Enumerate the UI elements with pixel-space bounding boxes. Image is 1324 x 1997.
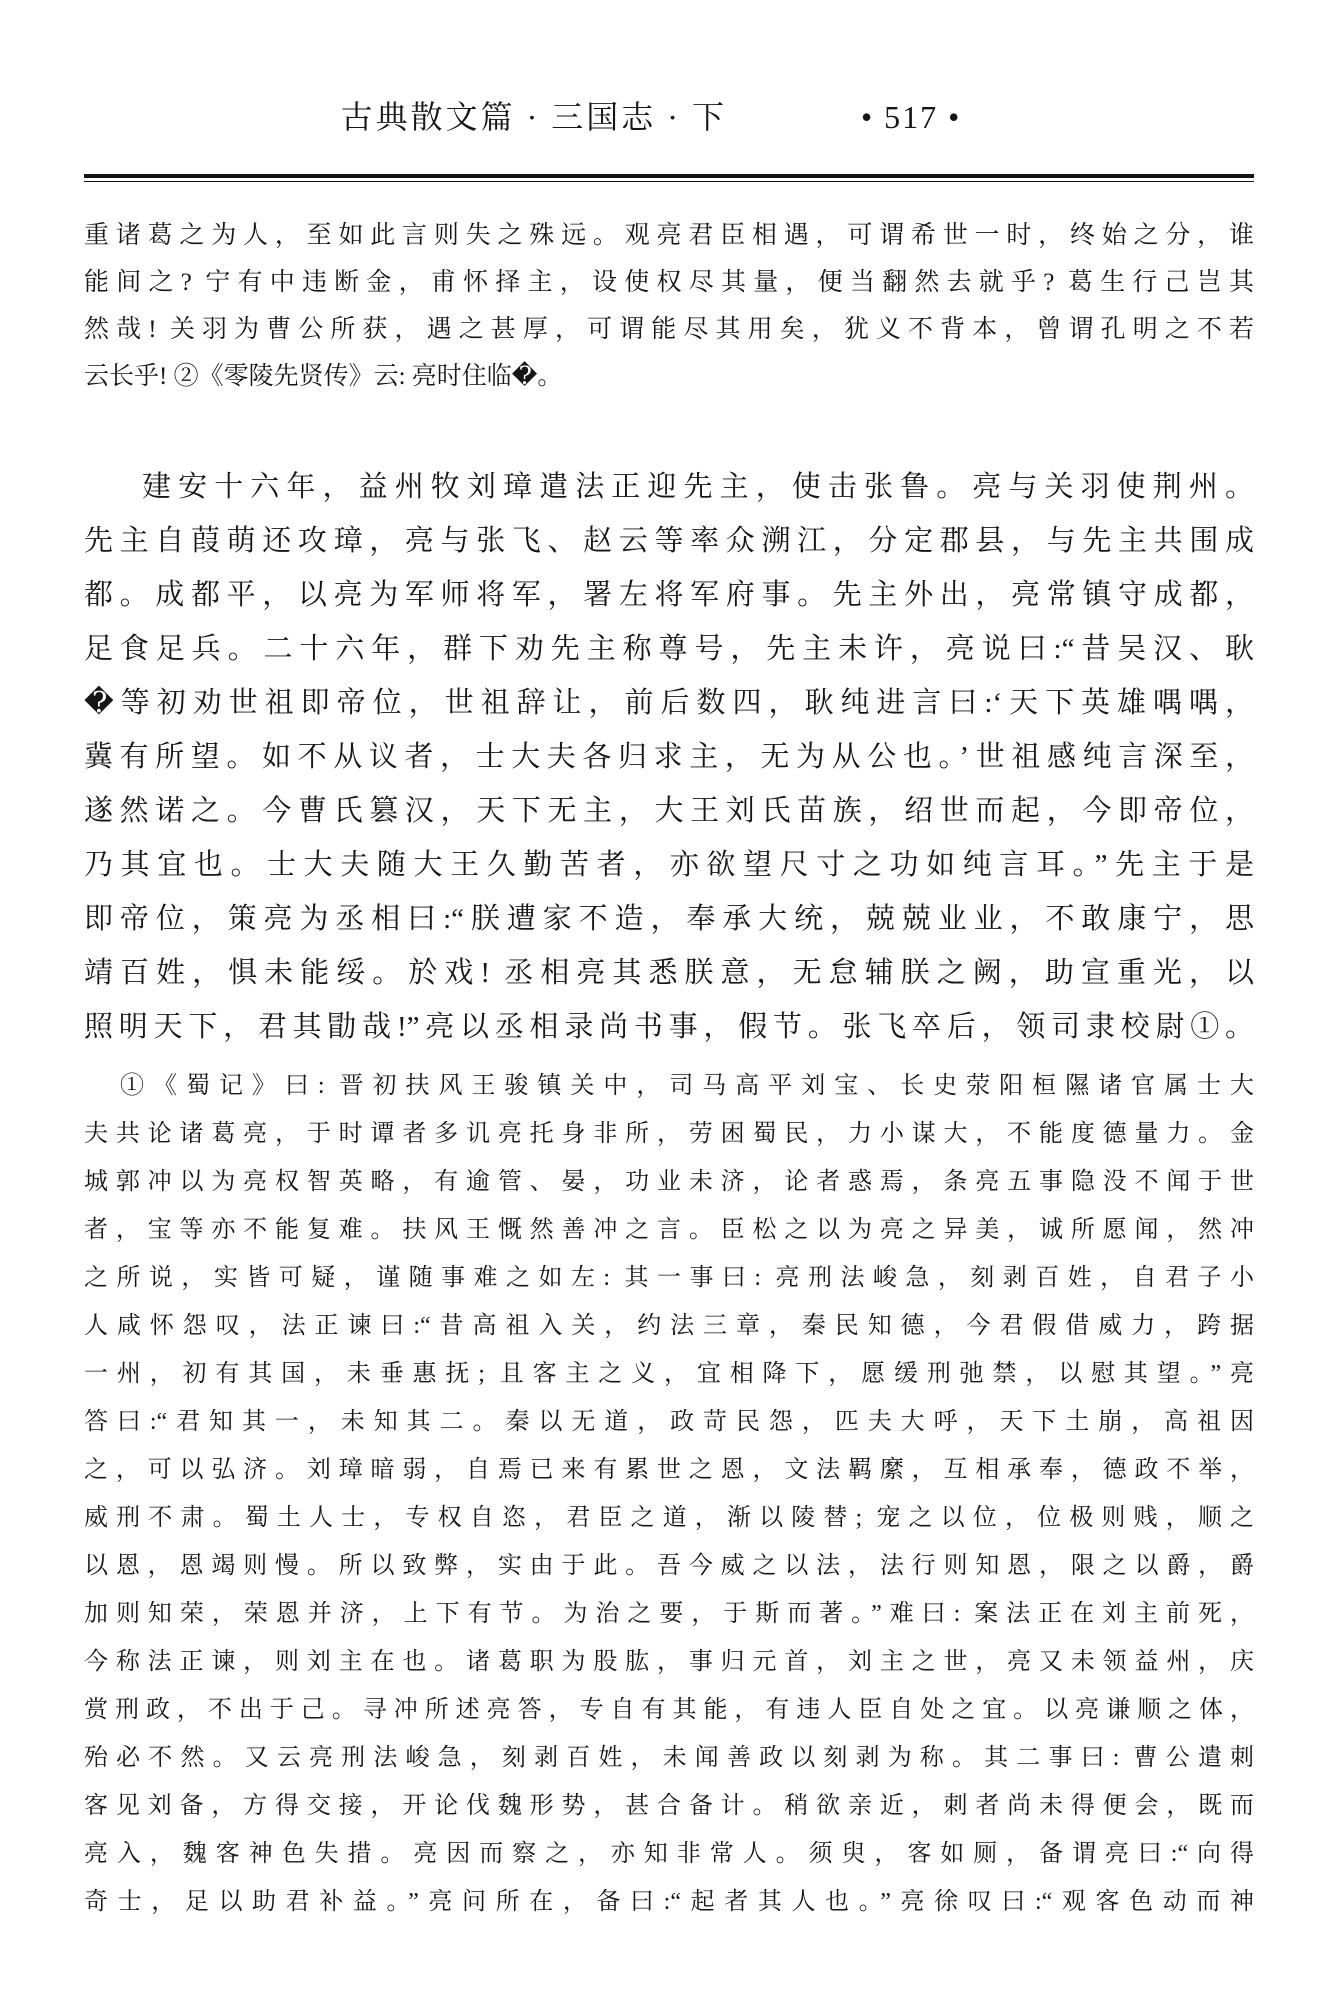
text-line: 照明天下，君其勖哉!”亮以丞相录尚书事，假节。张飞卒后，领司隶校尉①。 [84,1011,1254,1043]
page-number: • 517 • [860,99,962,135]
text-line: 之，可以弘济。刘璋暗弱，自焉已来有累世之恩，文法羁縻，互相承奉，德政不举， [84,1457,1254,1483]
text-line: ①《蜀记》曰: 晋初扶风王骏镇关中，司马高平刘宝、长史荥阳桓隰诸官属士大 [120,1073,1254,1099]
text-line: 靖百姓，惧未能绥。於戏! 丞相亮其悉朕意，无怠辅朕之阙，助宣重光，以 [84,957,1254,989]
text-line: 即帝位，策亮为丞相曰:“朕遭家不造，奉承大统，兢兢业业，不敢康宁，思 [84,903,1254,935]
text-line: 殆必不然。又云亮刑法峻急，刻剥百姓，未闻善政以刻剥为称。其二事曰: 曹公遣刺 [84,1745,1254,1771]
text-line: 云长乎! ②《零陵先贤传》云: 亮时住临�。 [84,363,563,390]
text-line: 乃其宜也。士大夫随大王久勤苦者，亦欲望尺寸之功如纯言耳。”先主于是 [84,849,1254,881]
text-line: 赏刑政，不出于己。寻冲所述亮答，专自有其能，有违人臣自处之宜。以亮谦顺之体， [84,1697,1254,1723]
text-line: 答曰:“君知其一，未知其二。秦以无道，政苛民怨，匹夫大呼，天下土崩，高祖因 [84,1409,1254,1435]
text-line: 亮入，魏客神色失措。亮因而察之，亦知非常人。须臾，客如厕，备谓亮曰:“向得 [84,1841,1254,1867]
text-line: 遂然诺之。今曹氏篡汉，天下无主，大王刘氏苗族，绍世而起，今即帝位， [84,795,1254,827]
text-line: 一州，初有其国，未垂惠抚; 且客主之义，宜相降下，愿缓刑弛禁，以慰其望。”亮 [84,1361,1254,1387]
text-line: 夫共论诸葛亮，于时谭者多讥亮托身非所，劳困蜀民，力小谋大，不能度德量力。金 [84,1121,1254,1147]
continuation-commentary-paragraph [84,212,1254,400]
text-line: 奇士，足以助君补益。”亮问所在，备曰:“起者其人也。”亮徐叹曰:“观客色动而神 [84,1889,1254,1915]
header-rule [84,174,1254,182]
main-text-paragraph [84,460,1254,1054]
text-line: 以恩，恩竭则慢。所以致弊，实由于此。吾今威之以法，法行则知恩，限之以爵，爵 [84,1553,1254,1579]
text-line: 城郭冲以为亮权智英略，有逾管、晏，功业未济，论者惑焉，条亮五事隐没不闻于世 [84,1169,1254,1195]
text-line: 建安十六年，益州牧刘璋遣法正迎先主，使击张鲁。亮与关羽使荆州。 [142,471,1254,503]
text-line: �等初劝世祖即帝位，世祖辞让，前后数四，耿纯进言曰:‘天下英雄喁喁， [84,687,1254,719]
text-line: 能间之? 宁有中违断金，甫怀择主，设使权尽其量，便当翻然去就乎? 葛生行己岂其 [84,269,1254,296]
footnote-commentary-paragraph [84,1062,1254,1926]
text-line: 威刑不肃。蜀土人士，专权自恣，君臣之道，渐以陵替; 宠之以位，位极则贱，顺之 [84,1505,1254,1531]
text-line: 者，宝等亦不能复难。扶风王慨然善冲之言。臣松之以为亮之异美，诚所愿闻，然冲 [84,1217,1254,1243]
text-line: 重诸葛之为人，至如此言则失之殊远。观亮君臣相遇，可谓希世一时，终始之分，谁 [84,222,1254,249]
text-line: 之所说，实皆可疑，谨随事难之如左: 其一事曰: 亮刑法峻急，刻剥百姓，自君子小 [84,1265,1254,1291]
header-rule-thick [84,174,1254,178]
text-line: 足食足兵。二十六年，群下劝先主称尊号，先主未许，亮说曰:“昔吴汉、耿 [84,633,1254,665]
running-head [66,92,1236,138]
text-line: 加则知荣，荣恩并济，上下有节。为治之要，于斯而著。”难曰: 案法正在刘主前死， [84,1601,1254,1627]
text-line: 客见刘备，方得交接，开论伐魏形势，甚合备计。稍欲亲近，刺者尚未得便会，既而 [84,1793,1254,1819]
text-line: 人咸怀怨叹，法正谏曰:“昔高祖入关，约法三章，秦民知德，今君假借威力，跨据 [84,1313,1254,1339]
text-line: 然哉! 关羽为曹公所获，遇之甚厚，可谓能尽其用矣，犹义不背本，曾谓孔明之不若 [84,316,1254,343]
text-line: 冀有所望。如不从议者，士大夫各归求主，无为从公也。’世祖感纯言深至， [84,741,1254,773]
chapter-title: 古典散文篇 · 三国志 · 下 [340,99,727,135]
header-rule-thin [84,181,1254,182]
text-line: 都。成都平，以亮为军师将军，署左将军府事。先主外出，亮常镇守成都， [84,579,1254,611]
text-line: 先主自葭萌还攻璋，亮与张飞、赵云等率众溯江，分定郡县，与先主共围成 [84,525,1254,557]
text-line: 今称法正谏，则刘主在也。诸葛职为股肱，事归元首，刘主之世，亮又未领益州，庆 [84,1649,1254,1675]
